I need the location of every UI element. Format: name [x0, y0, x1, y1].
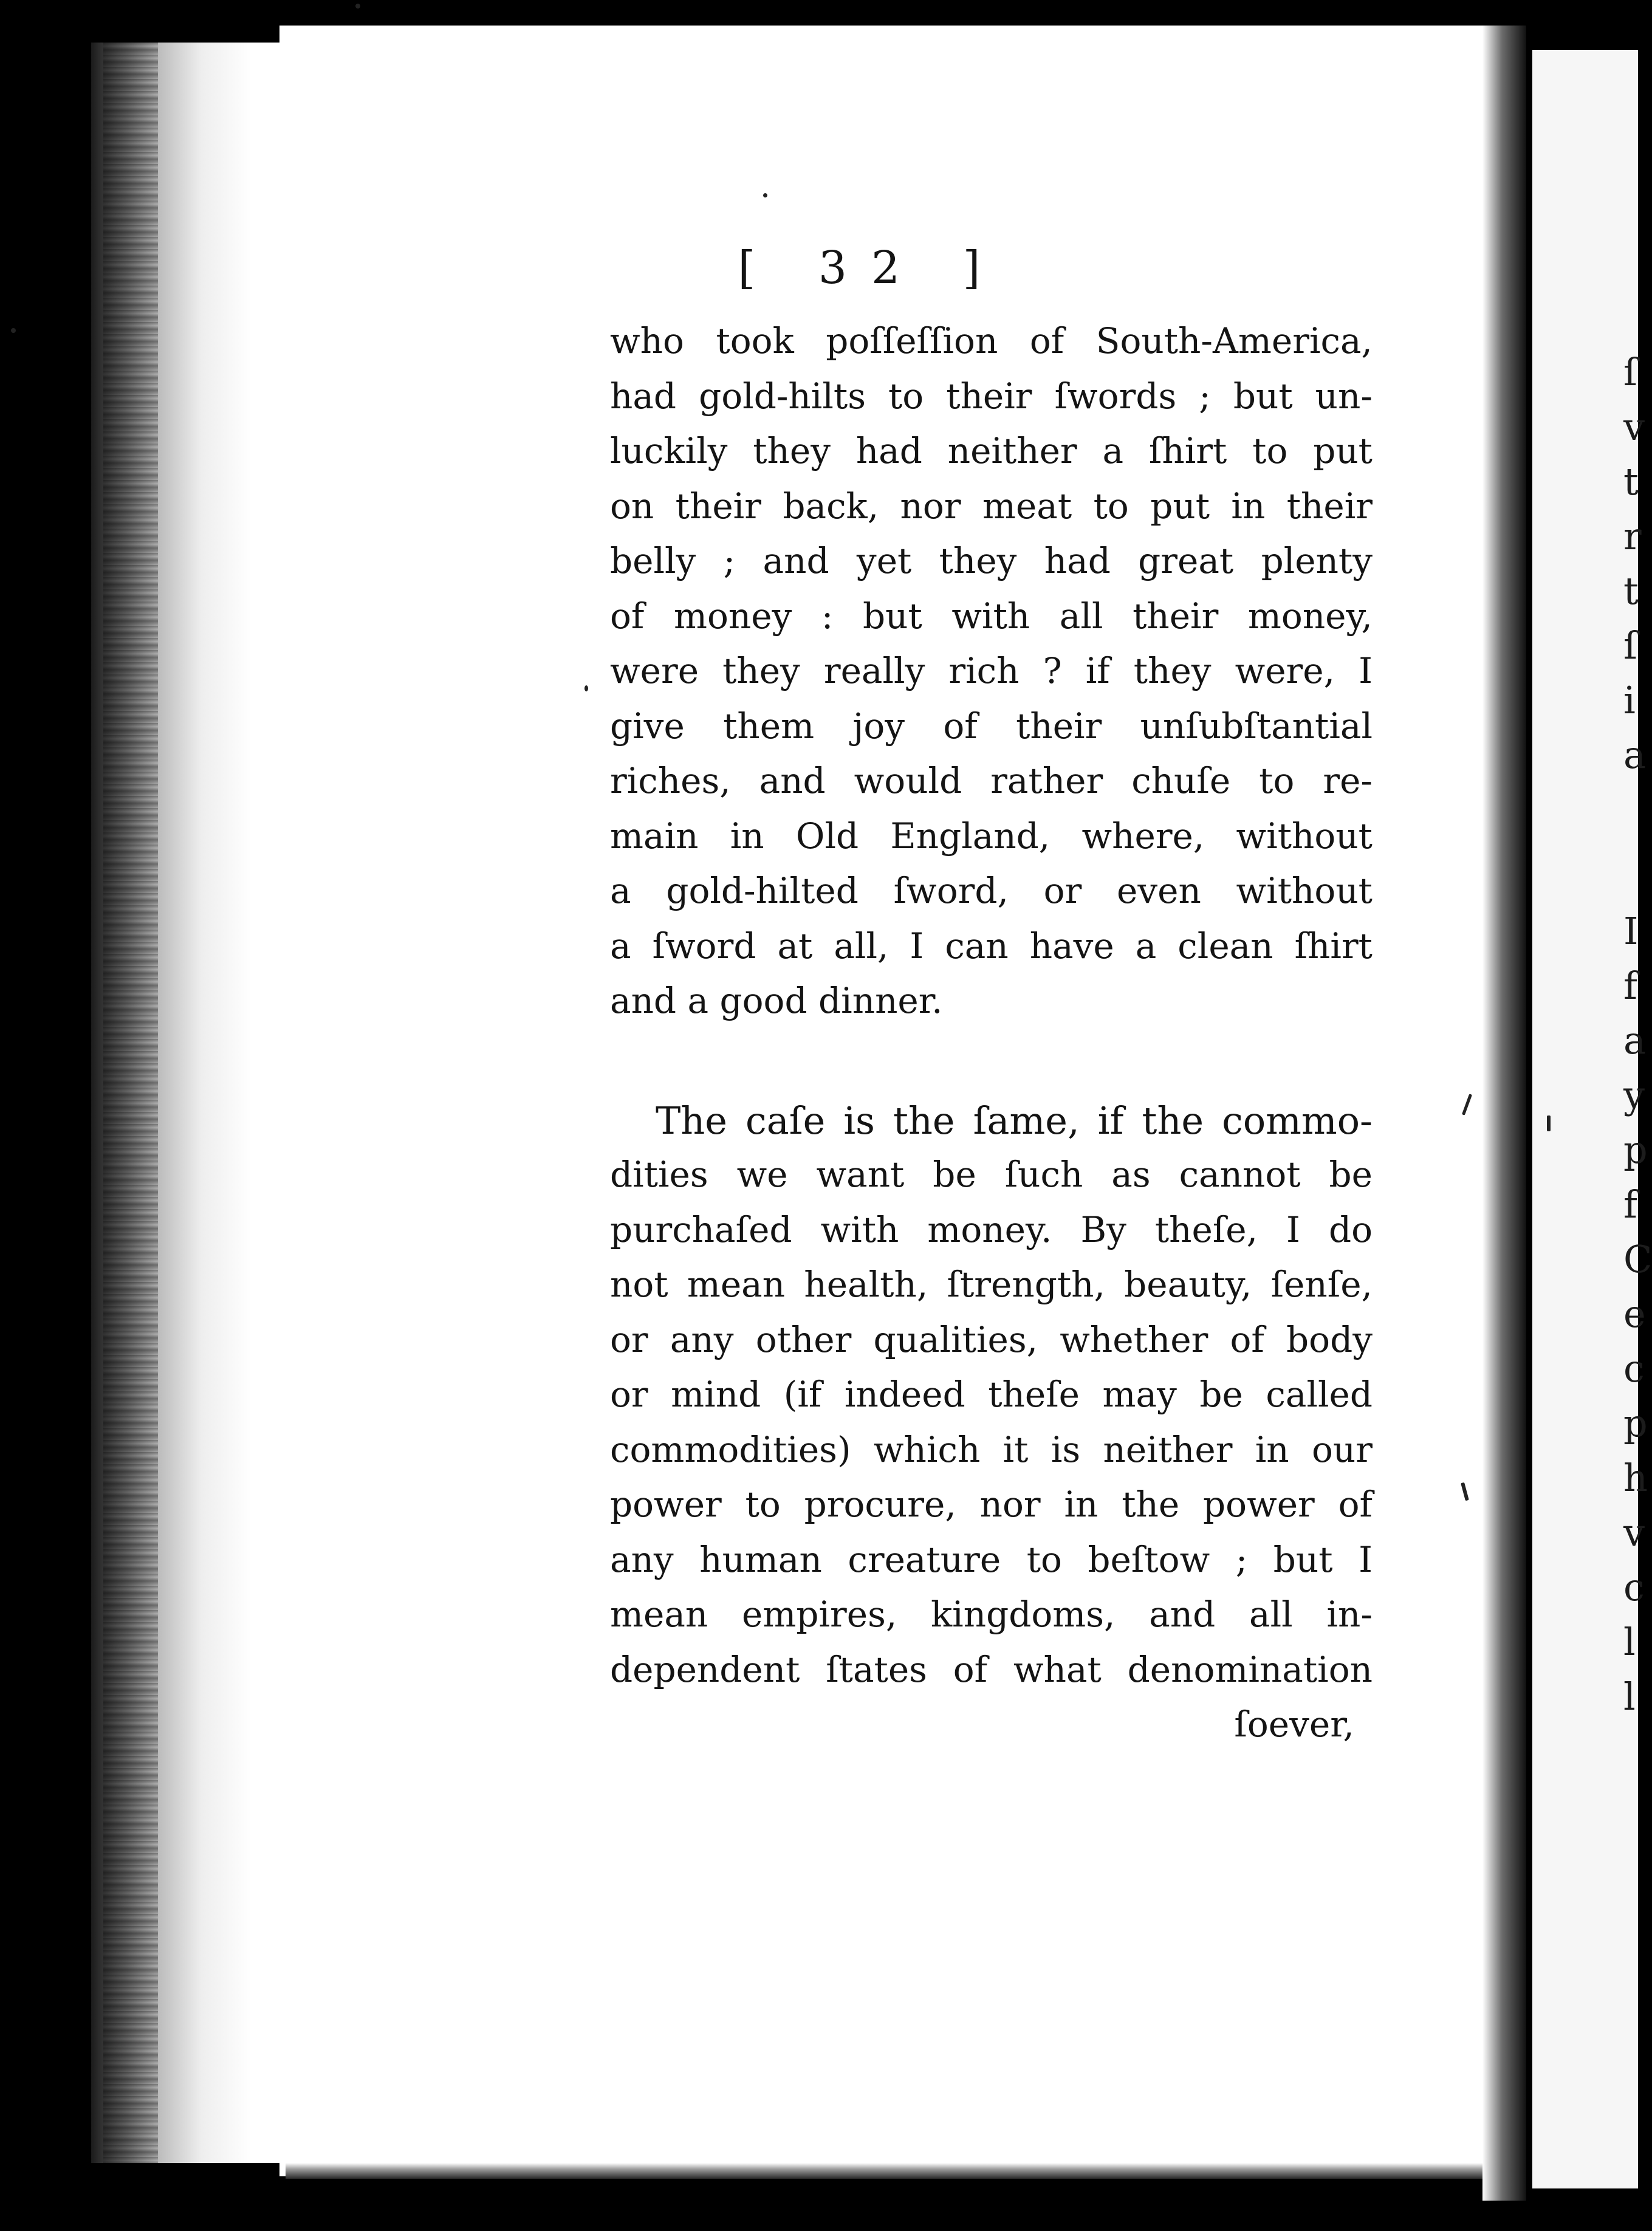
text-line: or any other qualities, whether of body	[610, 1318, 1373, 1360]
facing-page-letter: l	[1623, 1674, 1636, 1719]
text-line: a gold-hilted ſword, or even without	[610, 870, 1373, 911]
catchword: ſoever,	[1234, 1704, 1354, 1745]
text-line: or mind (if indeed theſe may be called	[610, 1374, 1373, 1415]
facing-page-letter: f	[1623, 1182, 1637, 1227]
facing-page-letter: v	[1623, 405, 1645, 449]
facing-page-letter: v	[1623, 1510, 1645, 1555]
text-line: not mean health, ſtrength, beauty, ſenſe,	[610, 1264, 1373, 1305]
margin-speck	[584, 685, 588, 691]
text-line: give them joy of their unſubſtantial	[610, 705, 1373, 747]
facing-page-letter: a	[1623, 1018, 1646, 1063]
text-line: belly ; and yet they had great plenty	[610, 540, 1373, 581]
text-line: dities we want be ſuch as cannot be	[610, 1154, 1373, 1195]
text-line: any human creature to beſtow ; but I	[610, 1538, 1373, 1580]
facing-page-letter: f	[1623, 964, 1637, 1008]
text-line: and a good dinner.	[610, 980, 943, 1021]
text-line: a ſword at all, I can have a clean ſhirt	[610, 925, 1373, 967]
facing-page-letter: i	[1623, 678, 1636, 722]
text-line: riches, and would rather chuſe to re-	[610, 760, 1373, 801]
facing-page-letter: e	[1623, 1292, 1646, 1336]
facing-page-letter: r	[1623, 514, 1642, 558]
text-line: of money : but with all their money,	[610, 595, 1373, 637]
text-line: power to procure, nor in the power of	[610, 1484, 1373, 1525]
text-line: purchaſed with money. By theſe, I do	[610, 1208, 1373, 1250]
facing-page-letter: a	[1623, 733, 1646, 777]
text-line: commodities) which it is neither in our	[610, 1428, 1373, 1470]
text-line: had gold-hilts to their ſwords ; but un-	[610, 375, 1373, 417]
page-fold-shadow	[1482, 26, 1526, 2201]
margin-speck	[11, 328, 16, 333]
binding-gutter	[91, 43, 292, 2163]
text-line: on their back, nor meat to put in their	[610, 485, 1373, 527]
facing-page-letter: y	[1623, 1073, 1645, 1117]
page-bottom-edge	[286, 2163, 1489, 2179]
margin-speck	[355, 4, 360, 9]
facing-page-letter: ſ	[1623, 350, 1637, 394]
facing-page-letter: I	[1623, 909, 1639, 953]
text-line: luckily they had neither a ſhirt to put	[610, 430, 1373, 471]
facing-page-letter: l	[1623, 1620, 1636, 1664]
facing-page-letter: p	[1623, 1401, 1648, 1445]
text-line: The caſe is the ſame, if the commo-	[656, 1098, 1373, 1143]
text-line: dependent ſtates of what denomination	[610, 1648, 1373, 1690]
facing-page-letter: p	[1623, 1128, 1648, 1172]
facing-page-letter: ſ	[1623, 623, 1637, 668]
facing-page-letter: C	[1623, 1237, 1652, 1281]
margin-speck	[1547, 1116, 1551, 1131]
page-number-header: [ 32 ]	[738, 242, 1005, 294]
margin-speck	[763, 193, 767, 197]
facing-page-letter: c	[1623, 1565, 1645, 1609]
text-line: were they really rich ? if they were, I	[610, 650, 1373, 691]
facing-page-letter: t	[1623, 459, 1639, 504]
facing-page-letter: h	[1623, 1456, 1648, 1500]
facing-page-letter: t	[1623, 569, 1639, 613]
text-line: main in Old England, where, without	[610, 815, 1373, 857]
text-line: who took poſſeſſion of South-America,	[610, 320, 1373, 362]
text-line: mean empires, kingdoms, and all in-	[610, 1594, 1373, 1635]
facing-page-letter: c	[1623, 1346, 1645, 1391]
